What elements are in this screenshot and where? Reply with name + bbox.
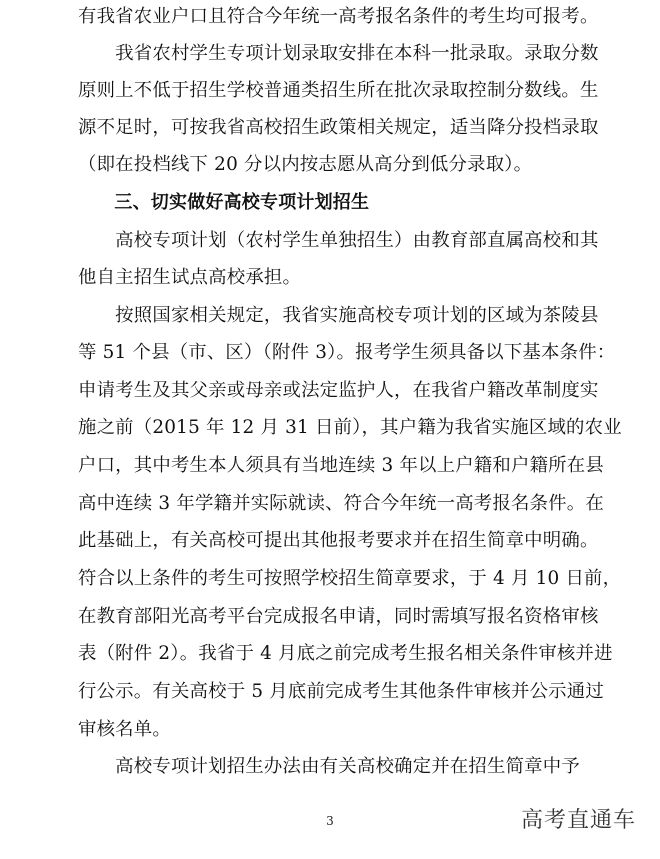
- text-line: 我省农村学生专项计划录取安排在本科一批录取。录取分数: [78, 43, 599, 64]
- text-line: 源不足时，可按我省高校招生政策相关规定，适当降分投档录取: [78, 117, 599, 138]
- text-line: 原则上不低于招生学校普通类招生所在批次录取控制分数线。生: [78, 80, 599, 101]
- text-line: 他自主招生试点高校承担。: [78, 267, 302, 288]
- text-line: 表（附件 2）。我省于 4 月底之前完成考生报名相关条件审核并进: [78, 643, 613, 664]
- text-line: 有我省农业户口且符合今年统一高考报名条件的考生均可报考。: [78, 6, 599, 27]
- text-line: 高校专项计划招生办法由有关高校确定并在招生简章中予: [78, 756, 580, 777]
- text-line: 施之前（2015 年 12 月 31 日前），其户籍为我省实施区域的农业: [78, 417, 622, 438]
- text-line: 此基础上，有关高校可提出其他报考要求并在招生简章中明确。: [78, 530, 599, 551]
- text-line: 审核名单。: [78, 719, 171, 740]
- text-line: 户口，其中考生本人须具有当地连续 3 年以上户籍和户籍所在县: [78, 455, 604, 476]
- section-heading: 三、切实做好高校专项计划招生: [78, 192, 370, 213]
- page-number: 3: [326, 814, 334, 828]
- text-line: 申请考生及其父亲或母亲或法定监护人，在我省户籍改革制度实: [78, 380, 599, 401]
- text-line: 高中连续 3 年学籍并实际就读、符合今年统一高考报名条件。在: [78, 493, 604, 514]
- text-line: （即在投档线下 20 分以内按志愿从高分到低分录取）。: [78, 154, 533, 175]
- text-line: 高校专项计划（农村学生单独招生）由教育部直属高校和其: [78, 230, 599, 251]
- text-line: 符合以上条件的考生可按照学校招生简章要求，于 4 月 10 日前，: [78, 568, 622, 589]
- text-line: 行公示。有关高校于 5 月底前完成考生其他条件审核并公示通过: [78, 681, 604, 702]
- text-line: 按照国家相关规定，我省实施高校专项计划的区域为茶陵县: [78, 305, 599, 326]
- text-line: 在教育部阳光高考平台完成报名申请，同时需填写报名资格审核: [78, 606, 599, 627]
- text-line: 等 51 个县（市、区）（附件 3）。报考学生须具备以下基本条件：: [78, 342, 616, 363]
- watermark-text: 高考直通车: [520, 808, 636, 833]
